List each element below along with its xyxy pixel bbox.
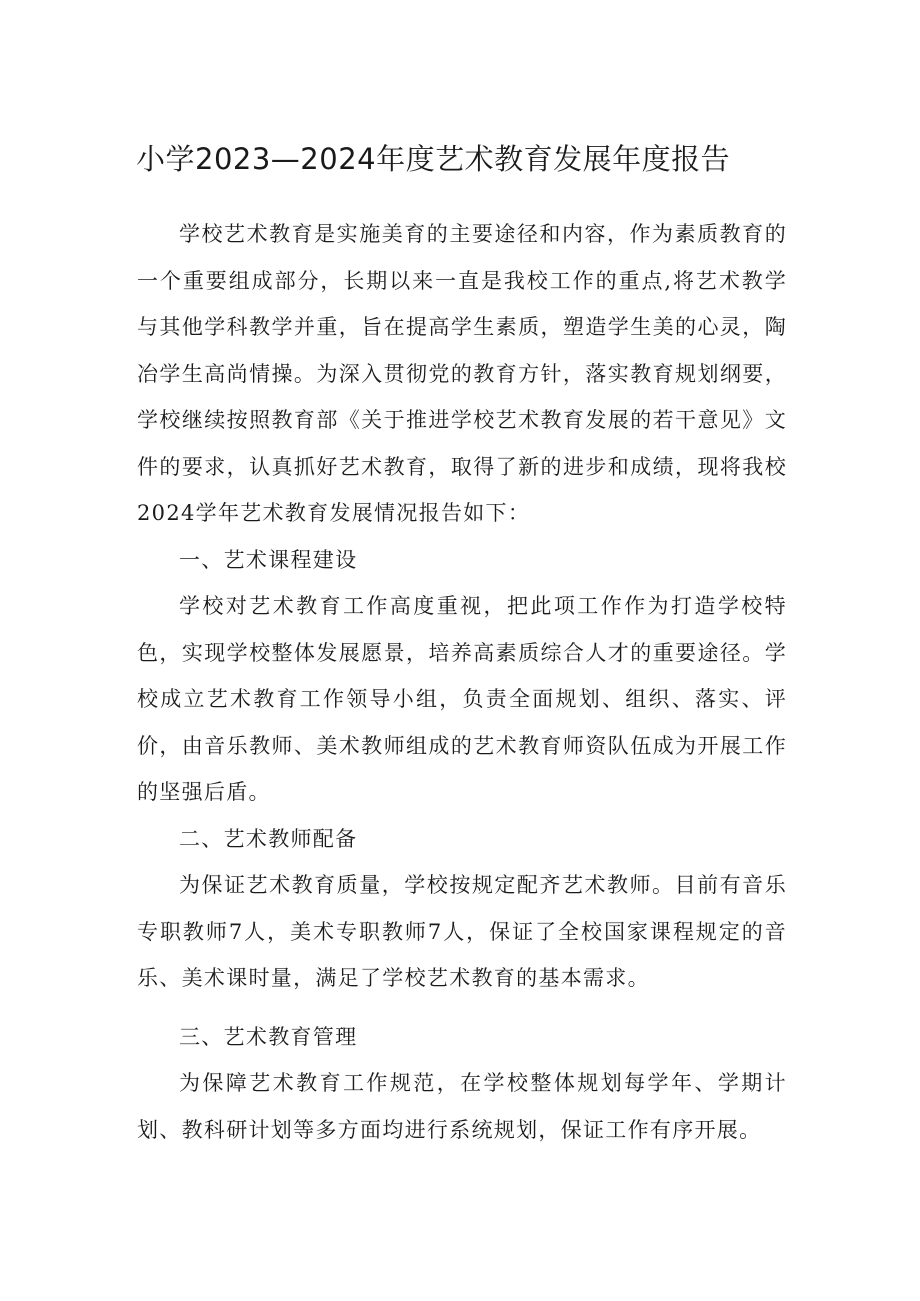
section-heading-management: 三、艺术教育管理 — [179, 1024, 358, 1049]
section-body-curriculum: 学校对艺术教育工作高度重视，把此项工作作为打造学校特色，实现学校整体发展愿景，培养高素质综合人才的重要途径。学校成立艺术教育工作领导小组，负责全面规划、组织、落实、评价，由音乐教师、美术教师组成的艺术教育师资队伍成为开展工作的坚强后盾。 — [137, 594, 787, 804]
section-body-management: 为保障艺术教育工作规范，在学校整体规划每学年、学期计划、教科研计划等多方面均进行系统规划，保证工作有序开展。 — [137, 1071, 787, 1142]
intro-paragraph: 学校艺术教育是实施美育的主要途径和内容，作为素质教育的一个重要组成部分，长期以来一直是我校工作的重点,将艺术教学与其他学科教学并重，旨在提高学生素质，塑造学生美的心灵，陶冶学生高尚情操。为深入贯彻党的教育方针，落实教育规划纲要，学校继续按照教育部《关于推进学校艺术教育发展的若干意见》文件的要求，认真抓好艺术教育，取得了新的进步和成绩，现将我校2024学年艺术教育发展情况报告如下： — [137, 222, 787, 525]
document-body — [137, 211, 787, 1153]
section-heading-curriculum: 一、艺术课程建设 — [179, 547, 358, 572]
section-spacer — [137, 1002, 787, 1014]
section-heading-teachers: 二、艺术教师配备 — [179, 826, 358, 851]
section-body-teachers: 为保证艺术教育质量，学校按规定配齐艺术教师。目前有音乐专职教师7人，美术专职教师7人，保证了全校国家课程规定的音乐、美术课时量，满足了学校艺术教育的基本需求。 — [137, 873, 787, 990]
document-title: 小学2023—2024年度艺术教育发展年度报告 — [136, 142, 731, 176]
